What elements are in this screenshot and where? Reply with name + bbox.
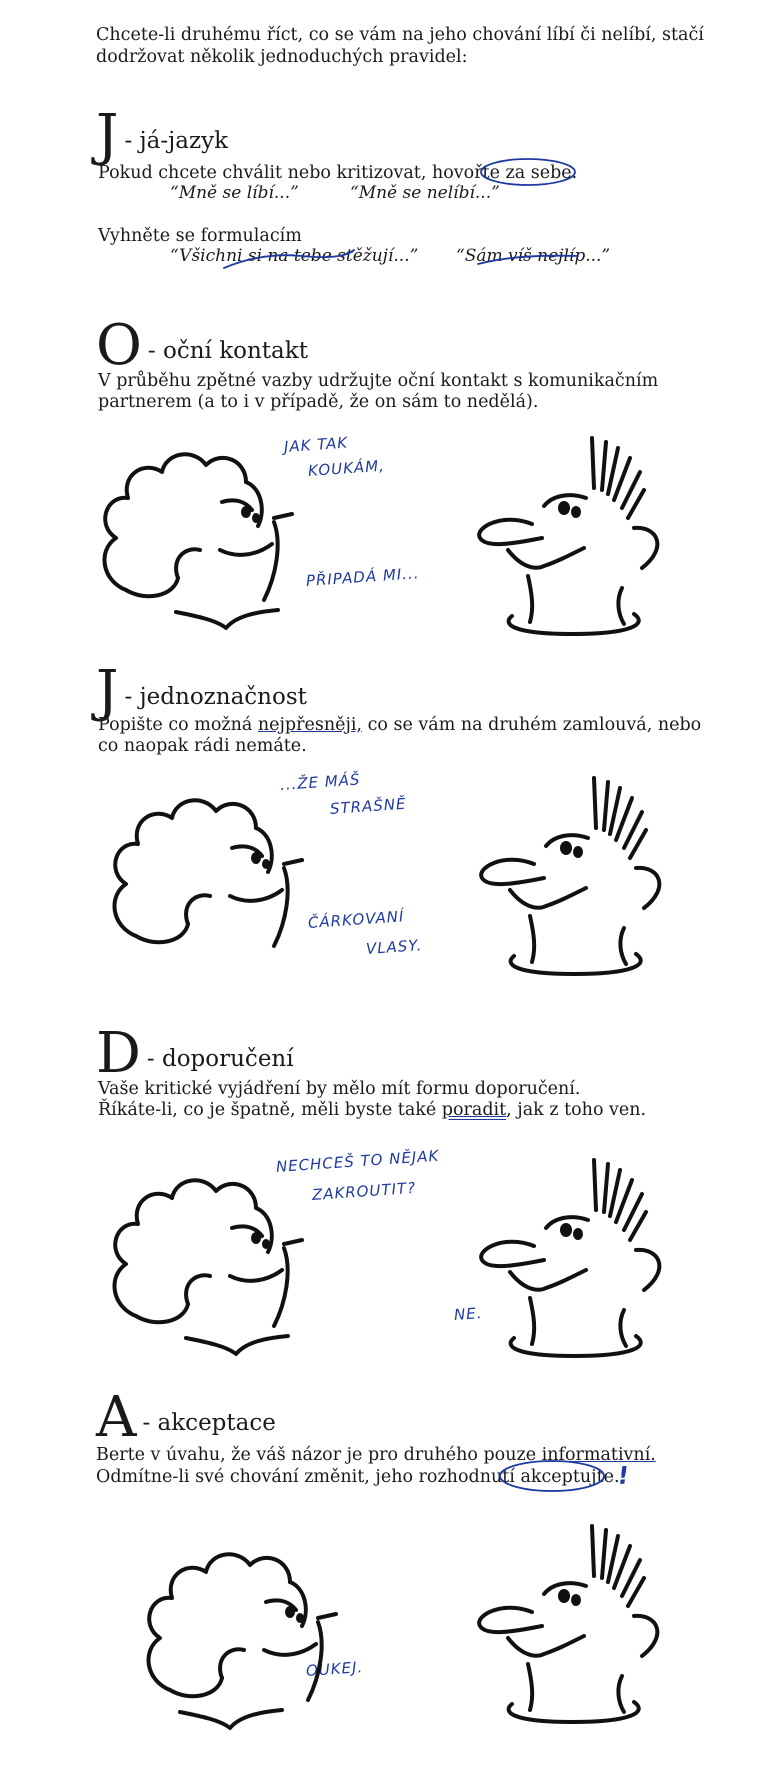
section-heading-akceptace: [96, 1385, 276, 1450]
section-title: - jednoznačnost: [124, 684, 307, 710]
spiky-hair-character-icon: [472, 438, 672, 638]
doporuceni-line1: Vaše kritické vyjádření by mělo mít formu doporučení.: [98, 1079, 581, 1099]
body-text: , jak z toho ven.: [506, 1100, 647, 1120]
section-letter: D: [96, 1021, 141, 1086]
highlighted-text: za sebe.: [505, 163, 578, 183]
section-letter: J: [96, 659, 119, 724]
ocni-kontakt-line1: V průběhu zpětné vazby udržujte oční kontakt s komunikačním: [98, 371, 659, 391]
ocni-kontakt-line2: partnerem (a to i v případě, že on sám to nedělá).: [98, 392, 539, 412]
handwritten-note: VLASY.: [365, 936, 423, 958]
quote-everyone-complains: “Všichni si na tebe stěžují...”: [170, 246, 419, 266]
section-letter: A: [96, 1385, 137, 1450]
jednoznacnost-line1: [98, 714, 701, 736]
handwritten-note: JAK TAK: [283, 433, 349, 456]
exclamation-mark: !: [617, 1461, 631, 1490]
circle-mark-icon: [500, 1458, 610, 1498]
body-text: Odmítne-li své chování změnit, jeho rozhodnutí: [96, 1467, 521, 1487]
handwritten-note: NE.: [453, 1304, 484, 1324]
body-text: Popište co možná: [98, 715, 258, 735]
section-letter: O: [96, 313, 142, 378]
doporuceni-line2: [98, 1099, 646, 1121]
handwritten-note: ZAKROUTIT?: [311, 1178, 417, 1204]
body-text: Berte v úvahu, že váš názor je pro druhého pouze: [96, 1445, 542, 1465]
highlighted-text: akceptujte.: [520, 1467, 620, 1487]
strikethrough-mark-icon: [222, 246, 362, 276]
section-heading-ja-jazyk: [96, 103, 229, 168]
underlined-text: nejpřesněji,: [257, 715, 363, 735]
curly-hair-character-icon: [106, 786, 326, 976]
underlined-text: informativní.: [541, 1445, 656, 1465]
handwritten-note: ČÁRKOVANÍ: [307, 907, 405, 932]
handwritten-note: KOUKÁM,: [307, 456, 386, 480]
spiky-hair-character-icon: [472, 1526, 672, 1726]
quote-likes: “Mně se líbí...”: [170, 183, 299, 203]
intro-text: Chcete-li druhému říct, co se vám na jeho chování líbí či nelíbí, stačí dodržovat několik jednoduchých pravidel:: [96, 25, 704, 67]
section-title: - oční kontakt: [147, 338, 308, 364]
curly-hair-character-icon: [140, 1540, 360, 1730]
body-text: co se vám na druhém zamlouvá, nebo: [362, 715, 702, 735]
handwritten-note: STRAŠNĚ: [329, 794, 408, 818]
quote-dislikes: “Mně se nelíbí...”: [350, 183, 500, 203]
section-heading-doporuceni: [96, 1021, 294, 1086]
section-letter: J: [96, 103, 119, 168]
section-title: - já-jazyk: [124, 128, 229, 154]
quote-you-know-best: “Sám víš nejlíp...”: [456, 246, 611, 266]
handwritten-note: NECHCEŠ TO NĚJAK: [275, 1146, 440, 1176]
body-text: Říkáte-li, co je špatně, měli byste také: [98, 1100, 442, 1120]
handwritten-note: OUKEJ.: [305, 1658, 364, 1680]
jednoznacnost-line2: co naopak rádi nemáte.: [98, 736, 307, 756]
handwritten-note: PŘIPADÁ MI...: [305, 564, 421, 590]
underlined-text: poradit: [441, 1100, 507, 1120]
body-text: Pokud chcete chválit nebo kritizovat, hovořte: [98, 163, 506, 183]
curly-hair-character-icon: [106, 1166, 326, 1356]
avoid-text: Vyhněte se formulacím: [98, 226, 302, 246]
handwritten-note: ...ŽE MÁŠ: [279, 770, 361, 794]
spiky-hair-character-icon: [474, 778, 674, 978]
section-heading-ocni-kontakt: [96, 313, 308, 378]
section-title: - akceptace: [142, 1410, 276, 1436]
section-title: - doporučení: [146, 1046, 294, 1072]
section-heading-jednoznacnost: [96, 659, 307, 724]
spiky-hair-character-icon: [474, 1160, 674, 1360]
strikethrough-mark-icon: [476, 248, 586, 272]
curly-hair-character-icon: [96, 440, 316, 630]
